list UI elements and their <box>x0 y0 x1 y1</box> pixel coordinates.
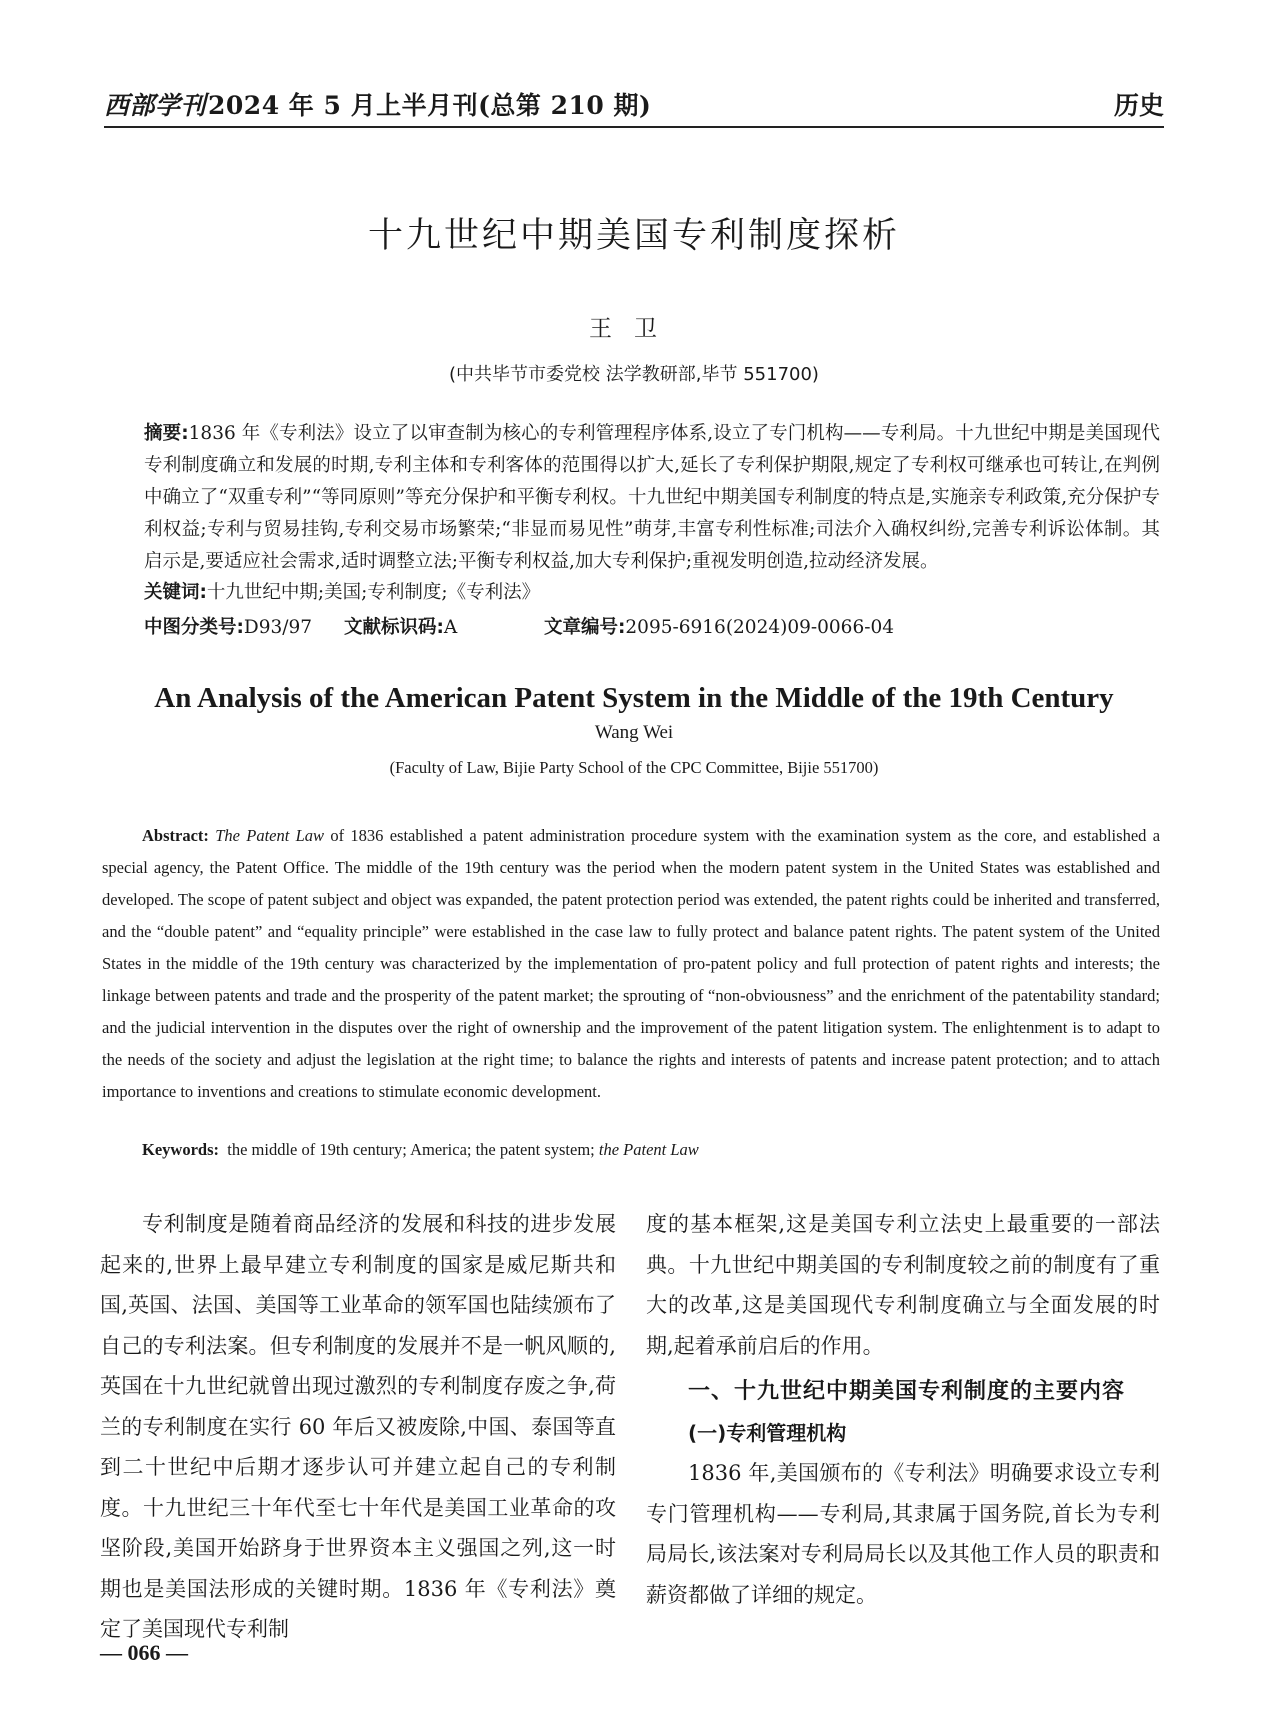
keywords-cn-text: 十九世纪中期;美国;专利制度;《专利法》 <box>206 582 541 603</box>
body-paragraph: 1836 年,美国颁布的《专利法》明确要求设立专利专门管理机构——专利局,其隶属于国务院,首长为专利局局长,该法案对专利局局长以及其他工作人员的职责和薪资都做了详细的规定。 <box>646 1461 1160 1607</box>
section-heading: 一、十九世纪中期美国专利制度的主要内容 <box>688 1379 1126 1404</box>
clc-label: 中图分类号: <box>144 617 244 638</box>
keywords-cn <box>144 578 540 604</box>
clc-number <box>144 613 312 639</box>
journal-issue-line <box>104 86 651 122</box>
article-number-value: 2095-6916(2024)09-0066-04 <box>625 617 894 638</box>
body-paragraph: 专利制度是随着商品经济的发展和科技的进步发展起来的,世界上最早建立专利制度的国家是威尼斯共和国,英国、法国、美国等工业革命的领军国也陆续颁布了自己的专利法案。但专利制度的发展并不是一帆风顺的,英国在十九世纪就曾出现过激烈的专利制度存废之争,荷兰的专利制度在实行 60 年后又被废除,中国、泰国等直到二十世纪中后期才逐步认可并建立起自己的专利制度。十九世纪三十年代至七十年代是美国工业革命的攻坚阶段,美国开始跻身于世界资本主义强国之列,这一时期也是美国法形成的关键时期。1836 年《专利法》奠定了美国现代专利制 <box>100 1212 616 1641</box>
keywords-en-italic: the Patent Law <box>598 1140 699 1159</box>
section-label: 历史 <box>1113 91 1164 120</box>
running-header <box>104 86 1164 130</box>
article-title-en: An Analysis of the American Patent System in the Middle of the 19th Century <box>154 682 1114 714</box>
article-title-cn: 十九世纪中期美国专利制度探析 <box>367 216 900 256</box>
body-column-left <box>100 1204 616 1650</box>
abstract-en-italic: The Patent Law <box>215 826 325 845</box>
article-number-label: 文章编号: <box>544 617 626 638</box>
keywords-en <box>142 1140 699 1160</box>
keywords-cn-label: 关键词: <box>144 582 207 603</box>
abstract-cn <box>144 418 1160 578</box>
page-number: — 066 — <box>100 1640 188 1665</box>
header-rule <box>104 126 1164 128</box>
author-affiliation-en: (Faculty of Law, Bijie Party School of the CPC Committee, Bijie 551700) <box>389 758 879 777</box>
abstract-cn-text: 1836 年《专利法》设立了以审查制为核心的专利管理程序体系,设立了专门机构——专利局。十九世纪中期是美国现代专利制度确立和发展的时期,专利主体和专利客体的范围得以扩大,延长了专利保护期限,规定了专利权可继承也可转让,在判例中确立了“双重专利”“等同原则”等充分保护和平衡专利权。十九世纪中期美国专利制度的特点是,实施亲专利政策,充分保护专利权益;专利与贸易挂钩,专利交易市场繁荣;“非显而易见性”萌芽,丰富专利性标准;司法介入确权纠纷,完善专利诉讼体制。其启示是,要适应社会需求,适时调整立法;平衡专利权益,加大专利保护;重视发明创造,拉动经济发展。 <box>144 423 1160 572</box>
body-column-right <box>646 1204 1160 1615</box>
clc-value: D93/97 <box>243 617 313 638</box>
journal-logo: 西部学刊 <box>104 91 207 120</box>
abstract-en-text: of 1836 established a patent administration procedure system with the examination system as the core, and established a special agency, the Patent Office. The middle of the 19th century was the period when the modern patent system in the United States was established and developed. The scope of patent subject and object was expanded, the patent protection period was extended, the patent rights could be inherited and transferred, and the “double patent” and “equality principle” were established in the case law to fully protect and balance patent rights. The patent system of the United States in the middle of the 19th century was characterized by the implementation of pro-patent policy and full protection of patent rights and interests; the linkage between patents and trade and the prosperity of the patent market; the sprouting of “non-obviousness” and the enrichment of the patentability standard; and the judicial intervention in the disputes over the right of ownership and the improvement of the patent litigation system. The enlightenment is to adapt to the needs of the society and adjust the legislation at the right time; to balance the rights and interests of patents and increase patent protection; and to attach importance to inventions and creations to stimulate economic development. <box>102 826 1161 1101</box>
doc-code <box>344 613 457 639</box>
author-name-cn: 王卫 <box>589 316 679 342</box>
subsection-heading: (一)专利管理机构 <box>688 1420 847 1445</box>
article-number <box>544 613 894 639</box>
keywords-en-label: Keywords: <box>142 1140 219 1159</box>
author-affiliation-cn: (中共毕节市委党校 法学教研部,毕节 551700) <box>449 364 819 385</box>
doc-code-value: A <box>443 617 458 638</box>
keywords-en-text: the middle of 19th century; America; the patent system; <box>227 1140 595 1159</box>
doc-code-label: 文献标识码: <box>344 617 444 638</box>
abstract-cn-label: 摘要: <box>144 423 189 444</box>
body-paragraph-continued: 度的基本框架,这是美国专利立法史上最重要的一部法典。十九世纪中期美国的专利制度较之前的制度有了重大的改革,这是美国现代专利制度确立与全面发展的时期,起着承前启后的作用。 <box>646 1212 1160 1358</box>
author-name-en: Wang Wei <box>594 722 674 743</box>
abstract-en-label: Abstract: <box>142 826 209 845</box>
issue-label: 2024 年 5 月上半月刊(总第 210 期) <box>208 91 652 120</box>
abstract-en <box>102 820 1160 1108</box>
